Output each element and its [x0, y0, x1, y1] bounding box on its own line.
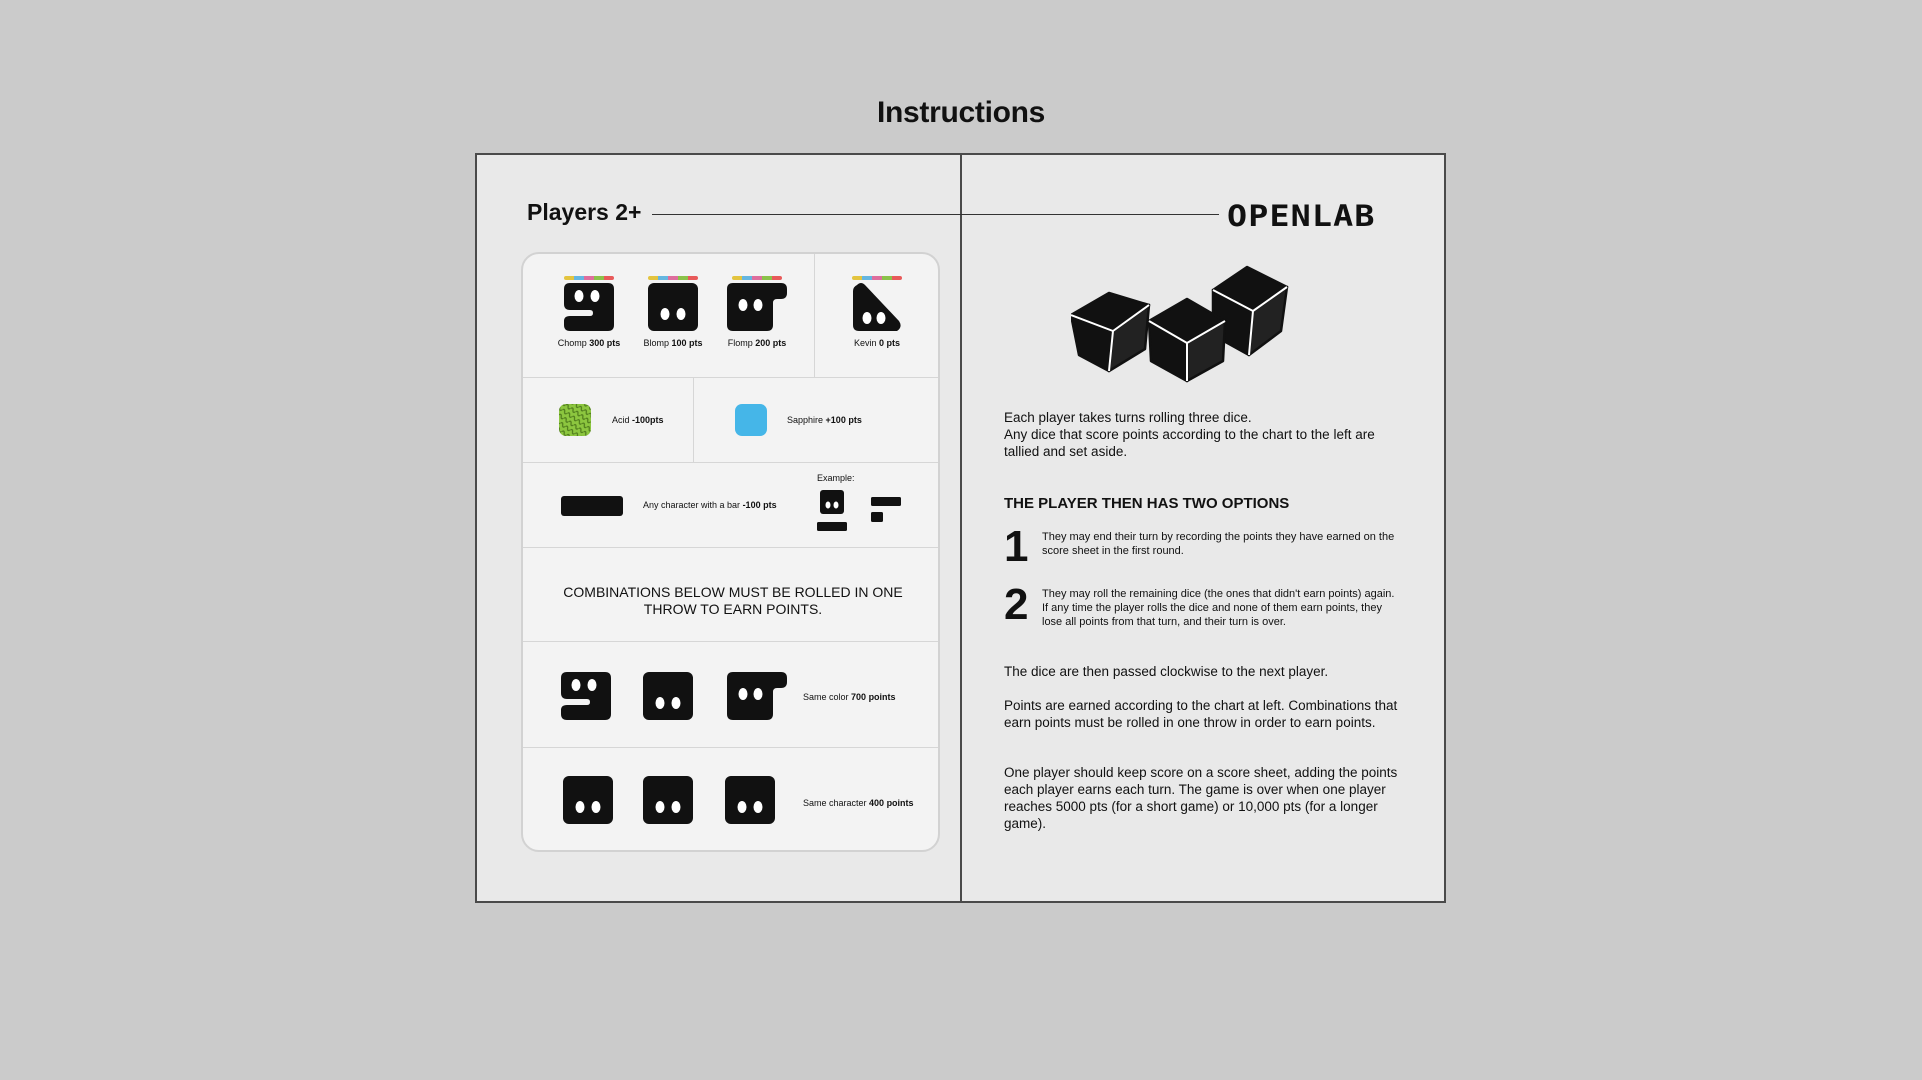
character-kevin	[839, 276, 915, 348]
same-character-row	[523, 748, 938, 852]
blomp-icon	[725, 776, 775, 824]
characters-row	[523, 254, 938, 378]
three-dice-icon	[1071, 265, 1301, 383]
color-stripe	[648, 276, 698, 280]
kevin-icon	[853, 283, 901, 331]
row-divider	[814, 254, 815, 377]
flomp-label: Flomp 200 pts	[727, 338, 787, 348]
blomp-icon	[648, 283, 698, 331]
booklet-spine	[960, 155, 962, 901]
example-bar-pieces-icon	[871, 497, 903, 525]
bar-rule-row	[523, 463, 938, 548]
character-chomp	[557, 276, 621, 348]
options-title: THE PLAYER THEN HAS TWO OPTIONS	[1004, 495, 1290, 512]
same-character-label: Same character 400 points	[803, 798, 914, 808]
chomp-label: Chomp 300 pts	[557, 338, 621, 348]
character-blomp	[635, 276, 711, 348]
acid-label: Acid -100pts	[612, 415, 664, 425]
same-color-row	[523, 642, 938, 748]
score-chart-card	[521, 252, 940, 852]
option-text: They may end their turn by recording the points they have earned on the score sheet in the first round.	[1042, 531, 1395, 557]
sapphire-swatch-icon	[735, 404, 767, 436]
chomp-icon	[564, 283, 614, 331]
color-stripe	[852, 276, 902, 280]
intro-text	[1004, 409, 1404, 460]
combinations-note-row	[523, 548, 938, 642]
players-count-label: Players 2+	[527, 199, 642, 225]
blomp-icon	[643, 776, 693, 824]
chomp-icon	[561, 672, 611, 720]
blomp-icon	[563, 776, 613, 824]
blomp-label: Blomp 100 pts	[643, 338, 703, 348]
flomp-icon	[727, 283, 787, 331]
example-blomp-with-bar-icon	[817, 490, 849, 532]
paragraph: The dice are then passed clockwise to the next player.	[1004, 664, 1329, 679]
flomp-icon	[727, 672, 787, 720]
page-title: Instructions	[876, 96, 1046, 129]
color-stripe	[564, 276, 614, 280]
character-flomp	[719, 276, 795, 348]
option-number: 1	[1004, 522, 1029, 571]
openlab-logo: OPENLAB	[1227, 199, 1376, 233]
paragraph: Points are earned according to the chart at left. Combinations that earn points must be rolled in one throw in order to earn points.	[1004, 698, 1398, 730]
paragraph: One player should keep score on a score sheet, adding the points each player earns each turn. The game is over when one player reaches 5000 pts (for a short game) or 10,000 pts (for a longer game).	[1004, 765, 1398, 831]
kevin-label: Kevin 0 pts	[853, 338, 901, 348]
intro-line: Any dice that score points according to the chart to the left are tallied and set aside.	[1004, 427, 1375, 459]
instruction-booklet	[475, 153, 1446, 903]
bar-rule-label: Any character with a bar -100 pts	[643, 500, 777, 510]
acid-swatch-icon	[559, 404, 591, 436]
bar-icon	[561, 496, 623, 516]
combinations-note: COMBINATIONS BELOW MUST BE ROLLED IN ONE THROW TO EARN POINTS.	[563, 584, 903, 617]
header-divider-line	[652, 214, 1219, 215]
colors-row	[523, 378, 938, 463]
option-text: They may roll the remaining dice (the ones that didn't earn points) again. If any time the player rolls the dice and none of them earn points, they lose all points from that turn, and their turn is over.	[1042, 588, 1395, 628]
same-color-label: Same color 700 points	[803, 692, 896, 702]
color-stripe	[732, 276, 782, 280]
intro-line: Each player takes turns rolling three dice.	[1004, 410, 1252, 425]
example-label: Example:	[817, 473, 855, 483]
row-divider	[693, 378, 694, 462]
option-number: 2	[1004, 580, 1029, 629]
blomp-icon	[643, 672, 693, 720]
sapphire-label: Sapphire +100 pts	[787, 415, 862, 425]
